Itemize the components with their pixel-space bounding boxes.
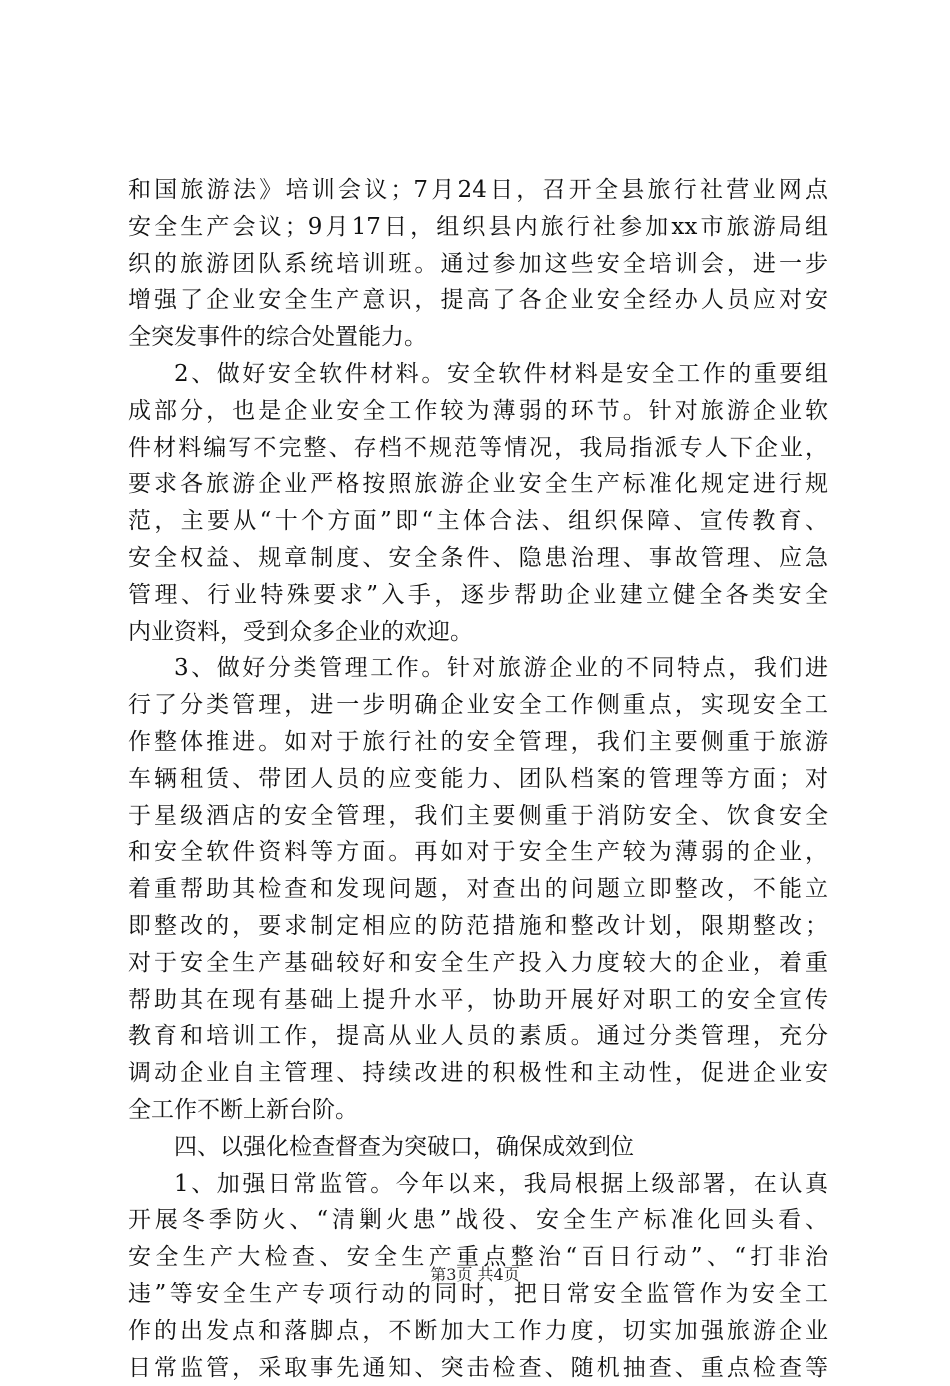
text-line: 要求各旅游企业严格按照旅游企业安全生产标准化规定进行规 [128, 466, 828, 503]
text-line: 安全生产大检查、安全生产重点整治“百日行动”、“打非治 [128, 1239, 828, 1276]
section-heading: 四、以强化检查督查为突破口，确保成效到位 [128, 1129, 828, 1166]
text-line: 件材料编写不完整、存档不规范等情况，我局指派专人下企业， [128, 430, 828, 467]
body-text [128, 172, 828, 1386]
paragraph-start-line: 3、做好分类管理工作。针对旅游企业的不同特点，我们进 [128, 650, 828, 687]
text-line: 安全权益、规章制度、安全条件、隐患治理、事故管理、应急 [128, 540, 828, 577]
text-line: 内业资料，受到众多企业的欢迎。 [128, 614, 828, 651]
text-line: 日常监管，采取事先通知、突击检查、随机抽查、重点检查等 [128, 1350, 828, 1386]
text-line: 违”等安全生产专项行动的同时，把日常安全监管作为安全工 [128, 1276, 828, 1313]
text-line: 成部分，也是企业安全工作较为薄弱的环节。针对旅游企业软 [128, 393, 828, 430]
paragraph-start-line: 2、做好安全软件材料。安全软件材料是安全工作的重要组 [128, 356, 828, 393]
text-line: 教育和培训工作，提高从业人员的素质。通过分类管理，充分 [128, 1018, 828, 1055]
paragraph-start-line: 1、加强日常监管。今年以来，我局根据上级部署，在认真 [128, 1166, 828, 1203]
text-line: 开展冬季防火、“清剿火患”战役、安全生产标准化回头看、 [128, 1202, 828, 1239]
text-line: 行了分类管理，进一步明确企业安全工作侧重点，实现安全工 [128, 687, 828, 724]
text-line: 帮助其在现有基础上提升水平，协助开展好对职工的安全宣传 [128, 982, 828, 1019]
text-line: 着重帮助其检查和发现问题，对查出的问题立即整改，不能立 [128, 871, 828, 908]
text-line: 安全生产会议；9月17日，组织县内旅行社参加xx市旅游局组 [128, 209, 828, 246]
text-line: 和国旅游法》培训会议；7月24日，召开全县旅行社营业网点 [128, 172, 828, 209]
text-line: 作整体推进。如对于旅行社的安全管理，我们主要侧重于旅游 [128, 724, 828, 761]
page-number-footer: 第3页 共4页 [0, 1262, 950, 1285]
text-line: 即整改的，要求制定相应的防范措施和整改计划，限期整改； [128, 908, 828, 945]
text-line: 织的旅游团队系统培训班。通过参加这些安全培训会，进一步 [128, 246, 828, 283]
text-line: 全工作不断上新台阶。 [128, 1092, 828, 1129]
text-line: 车辆租赁、带团人员的应变能力、团队档案的管理等方面；对 [128, 761, 828, 798]
text-line: 对于安全生产基础较好和安全生产投入力度较大的企业，着重 [128, 945, 828, 982]
text-line: 范，主要从“十个方面”即“主体合法、组织保障、宣传教育、 [128, 503, 828, 540]
text-line: 于星级酒店的安全管理，我们主要侧重于消防安全、饮食安全 [128, 798, 828, 835]
text-line: 全突发事件的综合处置能力。 [128, 319, 828, 356]
text-line: 作的出发点和落脚点，不断加大工作力度，切实加强旅游企业 [128, 1313, 828, 1350]
text-line: 调动企业自主管理、持续改进的积极性和主动性，促进企业安 [128, 1055, 828, 1092]
text-line: 和安全软件资料等方面。再如对于安全生产较为薄弱的企业， [128, 834, 828, 871]
text-line: 增强了企业安全生产意识，提高了各企业安全经办人员应对安 [128, 282, 828, 319]
text-line: 管理、行业特殊要求”入手，逐步帮助企业建立健全各类安全 [128, 577, 828, 614]
